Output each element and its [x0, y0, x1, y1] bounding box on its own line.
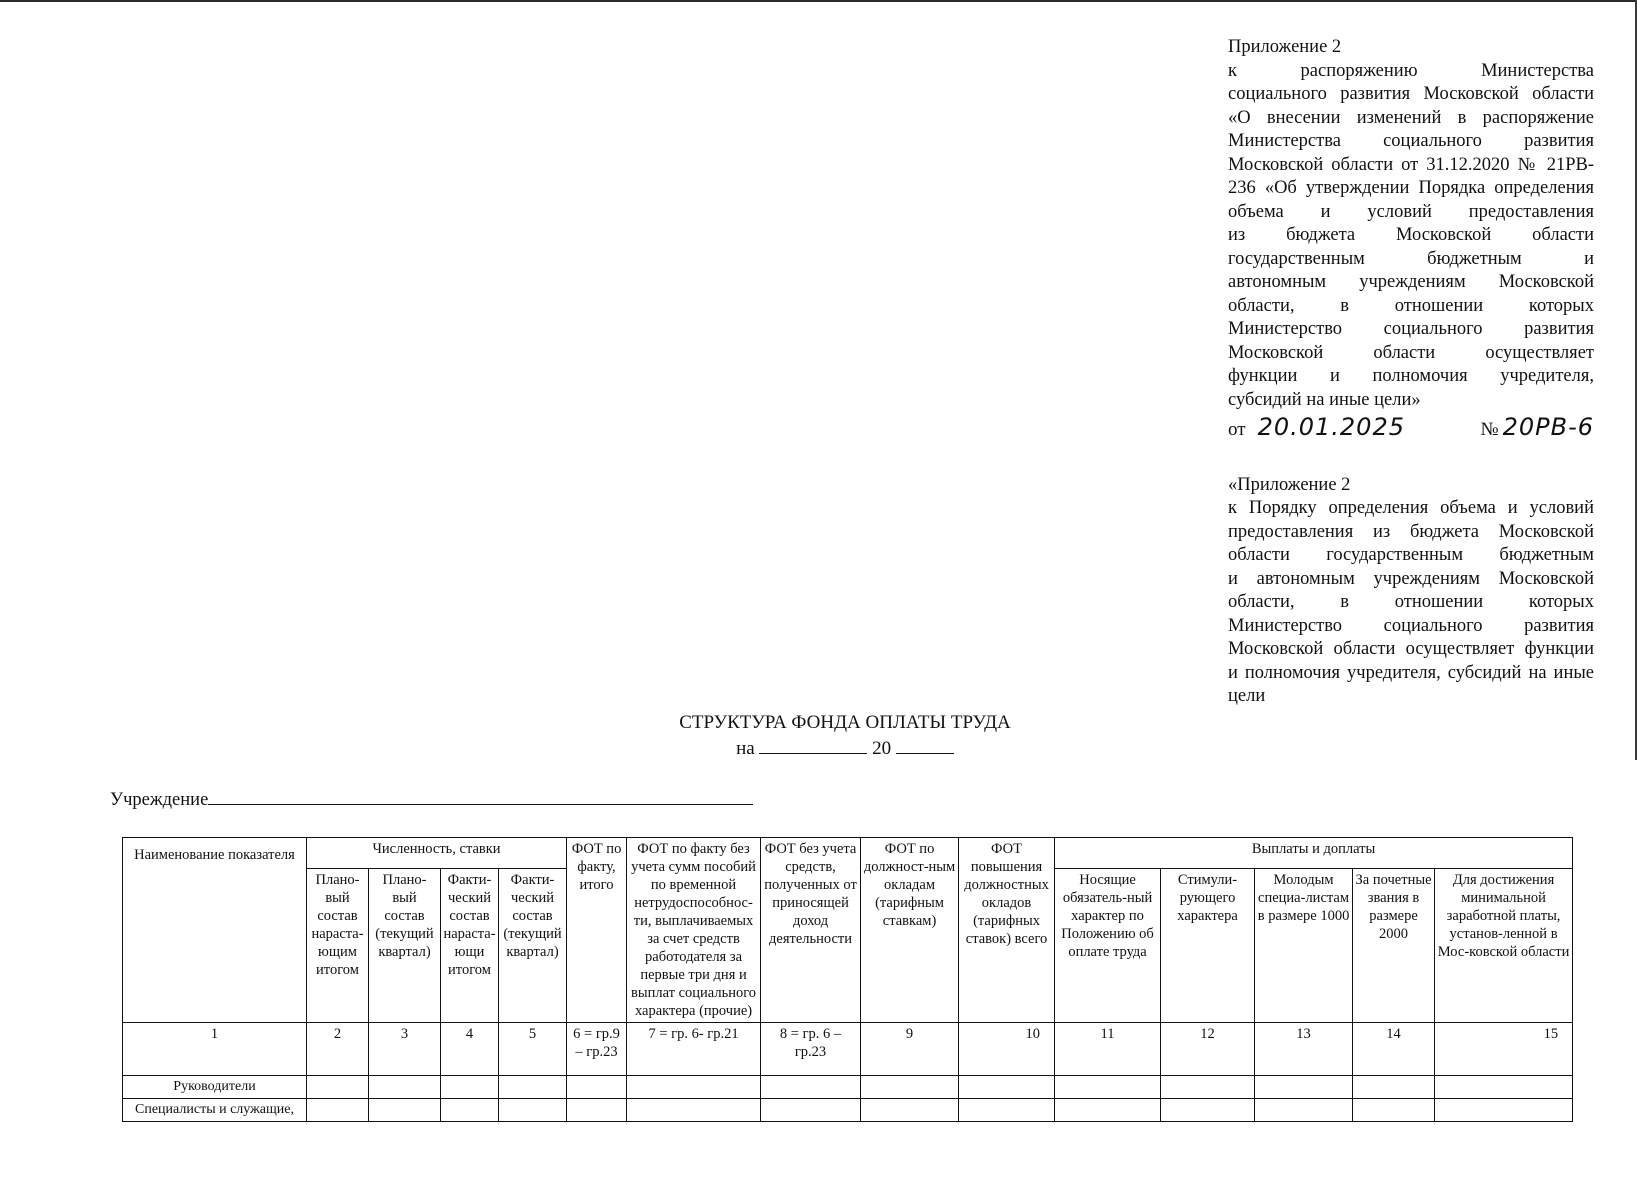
data-cell[interactable] [761, 1099, 861, 1122]
order-line: из бюджета Московской области [1228, 225, 1594, 245]
col-13-header: Молодым специа-листам в размере 1000 [1255, 869, 1353, 1023]
procedure-line: Министерство социального развития [1228, 615, 1594, 636]
procedure-line: к Порядку определения объема и условий [1228, 498, 1594, 518]
order-line: 236 «Об утверждении Порядка определения [1228, 178, 1594, 198]
data-cell[interactable] [861, 1099, 959, 1122]
order-line: Министерства социального развития [1228, 131, 1594, 151]
column-number: 3 [369, 1023, 441, 1076]
procedure-line: области государственным бюджетным [1228, 545, 1594, 565]
scan-top-edge [0, 0, 1637, 2]
institution-blank[interactable] [208, 786, 753, 805]
procedure-line: и полномочия учредителя, субсидий на иные [1228, 662, 1594, 683]
col-3-header: Плано-вый состав (текущий квартал) [369, 869, 441, 1023]
procedure-line: и автономным учреждениям Московской [1228, 568, 1594, 589]
table-row [123, 1076, 1573, 1099]
order-date-number [1228, 413, 1594, 442]
order-line: функции и полномочия учредителя, [1228, 366, 1594, 386]
order-line: объема и условий предоставления [1228, 201, 1594, 222]
data-cell[interactable] [1353, 1076, 1435, 1099]
procedure-line: предоставления из бюджета Московской [1228, 521, 1594, 542]
procedure-line: Московской области осуществляет функции [1228, 639, 1594, 659]
title-year-prefix: 20 [872, 738, 892, 759]
handwritten-date: 20.01.2025 [1257, 413, 1405, 441]
data-cell[interactable] [369, 1076, 441, 1099]
data-cell[interactable] [627, 1099, 761, 1122]
title-main: СТРУКТУРА ФОНДА ОПЛАТЫ ТРУДА [679, 712, 1011, 733]
data-cell[interactable] [441, 1076, 499, 1099]
data-cell[interactable] [1161, 1076, 1255, 1099]
procedure-line: цели [1228, 686, 1266, 706]
order-line: «О внесении изменений в распоряжение [1228, 107, 1594, 128]
procedure-heading: «Приложение 2 [1228, 474, 1351, 495]
data-cell[interactable] [1055, 1099, 1161, 1122]
column-number: 4 [441, 1023, 499, 1076]
payroll-structure-table [122, 837, 1573, 1122]
data-cell[interactable] [1255, 1099, 1353, 1122]
institution-line [110, 786, 753, 811]
column-number: 15 [1435, 1023, 1573, 1076]
column-number: 14 [1353, 1023, 1435, 1076]
data-cell[interactable] [761, 1076, 861, 1099]
data-cell[interactable] [1255, 1076, 1353, 1099]
title-na: на [736, 738, 755, 759]
col-14-header: За почетные звания в размере 2000 [1353, 869, 1435, 1023]
col-name-header: Наименование показателя [123, 838, 307, 1023]
data-cell[interactable] [567, 1099, 627, 1122]
data-cell[interactable] [1435, 1099, 1573, 1122]
handwritten-number: 20РВ-6 [1502, 413, 1594, 441]
data-cell[interactable] [369, 1099, 441, 1122]
col-8-header: ФОТ без учета средств, полученных от приносящей доход деятельности [761, 838, 861, 1023]
column-number: 12 [1161, 1023, 1255, 1076]
order-line: субсидий на иные цели» [1228, 389, 1421, 410]
data-cell[interactable] [959, 1099, 1055, 1122]
procedure-reference [1228, 474, 1594, 709]
payments-group-header: Выплаты и доплаты [1055, 838, 1573, 869]
data-cell[interactable] [959, 1076, 1055, 1099]
headcount-group-header: Численность, ставки [307, 838, 567, 869]
column-number: 9 [861, 1023, 959, 1076]
order-line: государственным бюджетным и [1228, 248, 1594, 269]
col-12-header: Стимули-рующего характера [1161, 869, 1255, 1023]
order-line: Московской области от 31.12.2020 № 21РВ- [1228, 154, 1594, 175]
appendix-block [1228, 36, 1594, 709]
data-cell[interactable] [1353, 1099, 1435, 1122]
date-blank[interactable] [759, 735, 867, 754]
data-cell[interactable] [307, 1076, 369, 1099]
order-line: области, в отношении которых [1228, 295, 1594, 316]
data-cell[interactable] [1435, 1076, 1573, 1099]
col-10-header: ФОТ повышения должностных окладов (тарифных ставок) всего [959, 838, 1055, 1023]
title-date-line [520, 735, 1170, 761]
data-cell[interactable] [1161, 1099, 1255, 1122]
year-blank[interactable] [896, 735, 954, 754]
order-line: автономным учреждениям Московской [1228, 272, 1594, 292]
col-15-header: Для достижения минимальной заработной платы, установ-ленной в Мос-ковской области [1435, 869, 1573, 1023]
data-cell[interactable] [567, 1076, 627, 1099]
column-number-row [123, 1023, 1573, 1076]
column-number: 2 [307, 1023, 369, 1076]
data-cell[interactable] [307, 1099, 369, 1122]
header-row-top [123, 838, 1573, 869]
data-cell[interactable] [627, 1076, 761, 1099]
column-number: 8 = гр. 6 – гр.23 [761, 1023, 861, 1076]
column-number: 13 [1255, 1023, 1353, 1076]
column-number: 5 [499, 1023, 567, 1076]
order-line: социального развития Московской области [1228, 84, 1594, 104]
column-number: 11 [1055, 1023, 1161, 1076]
data-cell[interactable] [861, 1076, 959, 1099]
column-number: 10 [959, 1023, 1055, 1076]
column-number: 7 = гр. 6- гр.21 [627, 1023, 761, 1076]
col-5-header: Факти-ческий состав (текущий квартал) [499, 869, 567, 1023]
data-cell[interactable] [499, 1099, 567, 1122]
row-label: Руководители [123, 1076, 307, 1099]
row-label: Специалисты и служащие, [123, 1099, 307, 1122]
order-line: Министерство социального развития [1228, 319, 1594, 339]
column-number: 1 [123, 1023, 307, 1076]
col-2-header: Плано-вый состав нараста-ющим итогом [307, 869, 369, 1023]
col-11-header: Носящие обязатель-ный характер по Положению об оплате труда [1055, 869, 1161, 1023]
column-number: 6 = гр.9 – гр.23 [567, 1023, 627, 1076]
data-cell[interactable] [1055, 1076, 1161, 1099]
from-label: от [1228, 419, 1246, 440]
order-line: к распоряжению Министерства [1228, 60, 1594, 81]
order-reference [1228, 60, 1594, 413]
col-7-header: ФОТ по факту без учета сумм пособий по временной нетрудоспособнос-ти, выплачиваемых за счет средств работодателя за первые три дня и выплат социального характера (прочие) [627, 838, 761, 1023]
order-line: Московской области осуществляет [1228, 342, 1594, 363]
document-title [520, 711, 1170, 761]
number-sign: № [1480, 419, 1499, 440]
data-cell[interactable] [499, 1076, 567, 1099]
col-4-header: Факти-ческий состав нараста-ющи итогом [441, 869, 499, 1023]
col-6-header: ФОТ по факту, итого [567, 838, 627, 1023]
procedure-line: области, в отношении которых [1228, 592, 1594, 612]
table-row [123, 1099, 1573, 1122]
col-9-header: ФОТ по должност-ным окладам (тарифным ставкам) [861, 838, 959, 1023]
appendix-heading: Приложение 2 [1228, 37, 1342, 57]
data-cell[interactable] [441, 1099, 499, 1122]
institution-label: Учреждение [110, 790, 209, 810]
